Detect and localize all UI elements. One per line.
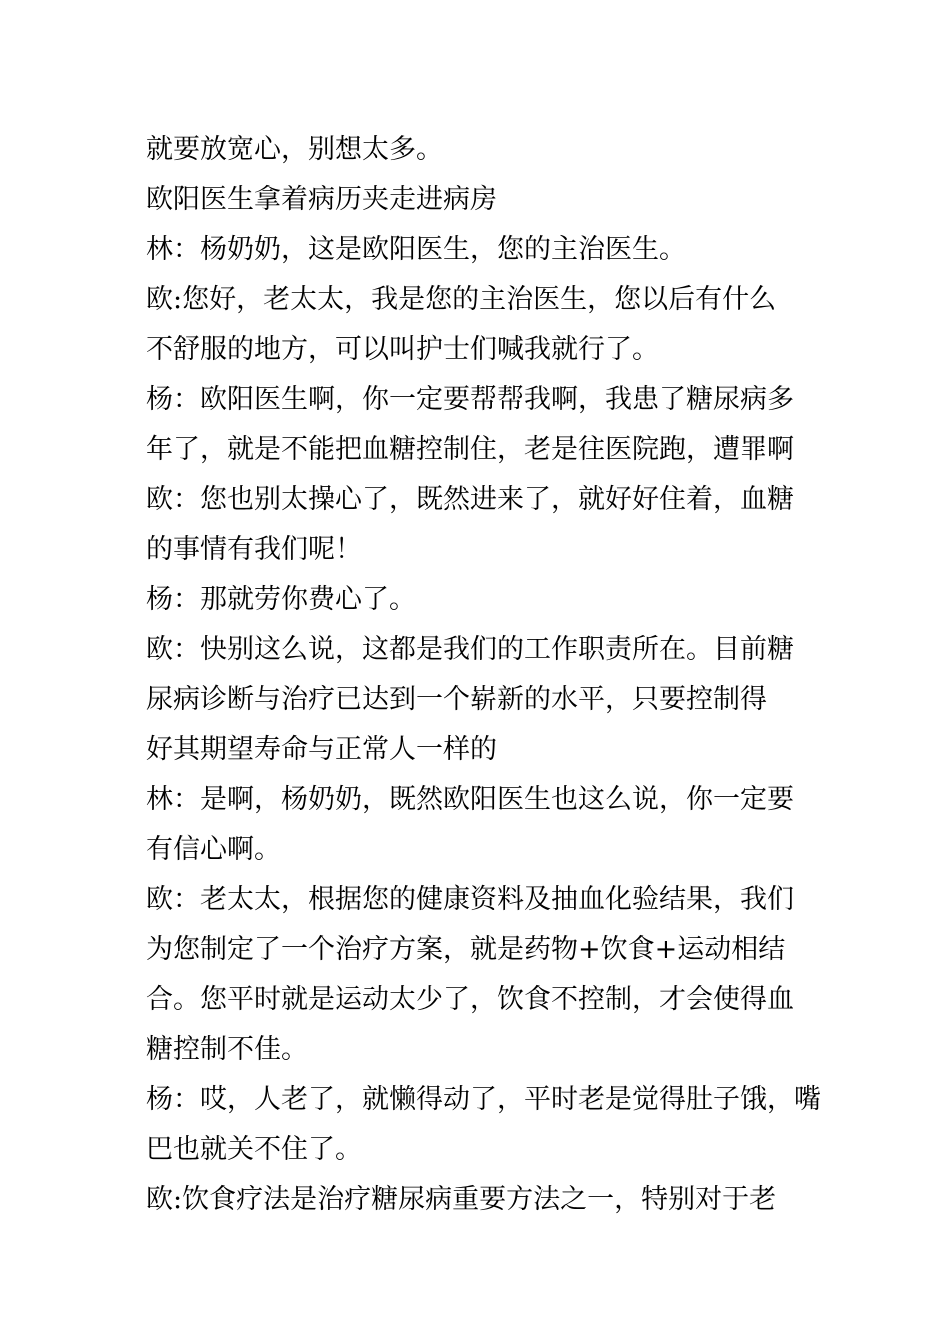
text-line: 林：是啊，杨奶奶，既然欧阳医生也这么说，你一定要 (146, 784, 794, 815)
text-line: 好其期望寿命与正常人一样的 (146, 734, 497, 765)
text-line: 为您制定了一个治疗方案，就是药物+饮食+运动相结 (146, 934, 786, 965)
text-line: 尿病诊断与治疗已达到一个崭新的水平，只要控制得 (146, 684, 767, 715)
text-line: 的事情有我们呢！ (146, 534, 362, 565)
dialogue-text (146, 125, 821, 1225)
text-line: 巴也就关不住了。 (146, 1134, 362, 1165)
text-line: 就要放宽心，别想太多。 (146, 134, 443, 165)
text-line: 有信心啊。 (146, 834, 281, 865)
text-line: 欧阳医生拿着病历夹走进病房 (146, 184, 497, 215)
text-line: 杨：欧阳医生啊，你一定要帮帮我啊，我患了糖尿病多 (146, 384, 794, 415)
text-line: 欧：快别这么说，这都是我们的工作职责所在。目前糖 (146, 634, 794, 665)
text-line: 杨：哎，人老了，就懒得动了，平时老是觉得肚子饿，嘴 (146, 1084, 821, 1115)
text-line: 杨：那就劳你费心了。 (146, 584, 416, 615)
text-line: 欧：老太太，根据您的健康资料及抽血化验结果，我们 (146, 884, 794, 915)
text-line: 糖控制不佳。 (146, 1034, 308, 1065)
text-line: 欧:您好，老太太，我是您的主治医生，您以后有什么 (146, 284, 777, 315)
text-line: 合。您平时就是运动太少了，饮食不控制，才会使得血 (146, 984, 794, 1015)
text-line: 不舒服的地方，可以叫护士们喊我就行了。 (146, 334, 659, 365)
text-line: 年了，就是不能把血糖控制住，老是往医院跑，遭罪啊 (146, 434, 794, 465)
text-line: 欧：您也别太操心了，既然进来了，就好好住着，血糖 (146, 484, 794, 515)
text-line: 林：杨奶奶，这是欧阳医生，您的主治医生。 (146, 234, 686, 265)
text-line: 欧:饮食疗法是治疗糖尿病重要方法之一，特别对于老 (146, 1184, 777, 1215)
